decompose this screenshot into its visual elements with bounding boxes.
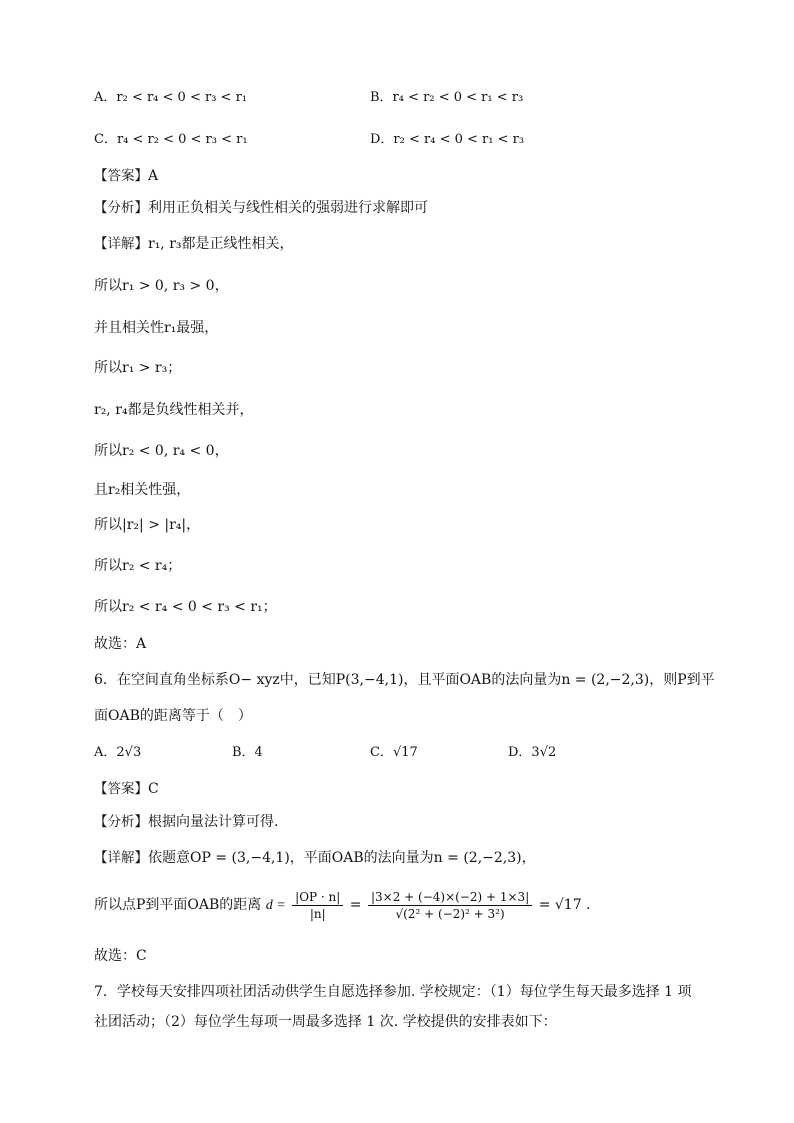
answer-value: A — [148, 168, 159, 184]
q6-stem-line-1: 6．在空间直角坐标系O− xyz中，已知P(3,−4,1)，且平面OAB的法向量为n = (2,−2,3)，则P到平 — [94, 672, 715, 688]
q6-distance-formula — [94, 888, 591, 923]
q6-option-a: A．2√3 — [94, 745, 142, 760]
detail-tag: 【详解】 — [94, 236, 148, 252]
q5-step-6: 所以r₂ < 0, r₄ < 0， — [94, 443, 229, 459]
q5-option-c: C．r₄ < r₂ < 0 < r₃ < r₁ — [94, 132, 248, 147]
q5-option-a: A．r₂ < r₄ < 0 < r₃ < r₁ — [94, 90, 247, 105]
formula-result: = √17 . — [538, 897, 591, 913]
q5-step-9: 所以r₂ < r₄； — [94, 558, 182, 574]
q6-answer-line — [94, 779, 159, 799]
q7-stem-line-2: 社团活动；（2）每位学生每项一周最多选择 1 次. 学校提供的安排表如下： — [94, 1014, 557, 1030]
q6-analysis-line — [94, 812, 278, 832]
q6-option-b: B．4 — [232, 745, 263, 760]
formula-prefix: 所以点P到平面OAB的距离 — [94, 897, 262, 913]
analysis-text: 利用正负相关与线性相关的强弱进行求解即可 — [148, 200, 428, 216]
fraction-vector — [292, 889, 343, 922]
q5-option-d: D．r₂ < r₄ < 0 < r₁ < r₃ — [370, 132, 525, 147]
analysis-text: 根据向量法计算可得. — [148, 814, 279, 830]
answer-value: C — [148, 781, 159, 797]
detail-text: 依题意OP = (3,−4,1)，平面OAB的法向量为n = (2,−2,3)， — [148, 850, 536, 866]
equals-sign: = — [349, 897, 362, 913]
q5-option-b: B．r₄ < r₂ < 0 < r₁ < r₃ — [370, 90, 524, 105]
q6-option-c: C．√17 — [370, 745, 418, 760]
q5-detail-line — [94, 234, 294, 254]
q6-option-d: D．3√2 — [508, 745, 557, 760]
q5-step-2: 所以r₁ > 0, r₃ > 0， — [94, 278, 229, 294]
detail-text: r₁, r₃都是正线性相关， — [148, 236, 294, 252]
formula-lhs: d = — [265, 898, 286, 913]
q6-stem-line-2: 面OAB的距离等于（ ） — [94, 708, 252, 724]
q5-answer-line — [94, 166, 158, 186]
q5-step-5: r₂, r₄都是负线性相关并， — [94, 402, 254, 418]
q6-conclusion: 故选：C — [94, 948, 147, 964]
q6-detail-line — [94, 848, 536, 868]
fraction-numerator: |OP · n| — [292, 889, 343, 906]
analysis-tag: 【分析】 — [94, 200, 148, 216]
q5-step-3: 并且相关性r₁最强， — [94, 320, 219, 336]
q5-step-8: 所以|r₂| > |r₄|， — [94, 517, 201, 533]
fraction-denominator: |n| — [309, 906, 326, 921]
fraction-numerator: |3×2 + (−4)×(−2) + 1×3| — [368, 889, 532, 906]
q5-step-7: 且r₂相关性强， — [94, 482, 191, 498]
q5-step-10: 所以r₂ < r₄ < 0 < r₃ < r₁； — [94, 599, 277, 615]
analysis-tag: 【分析】 — [94, 814, 148, 830]
q7-stem-line-1: 7．学校每天安排四项社团活动供学生自愿选择参加. 学校规定：（1）每位学生每天最多选择 1 项 — [94, 984, 692, 1000]
q5-conclusion: 故选：A — [94, 636, 147, 652]
fraction-numeric — [368, 889, 532, 922]
fraction-denominator: √(2² + (−2)² + 3²) — [395, 906, 505, 921]
answer-tag: 【答案】 — [94, 168, 148, 184]
answer-tag: 【答案】 — [94, 781, 148, 797]
q5-analysis-line — [94, 198, 428, 218]
q5-step-4: 所以r₁ > r₃； — [94, 360, 182, 376]
detail-tag: 【详解】 — [94, 850, 148, 866]
